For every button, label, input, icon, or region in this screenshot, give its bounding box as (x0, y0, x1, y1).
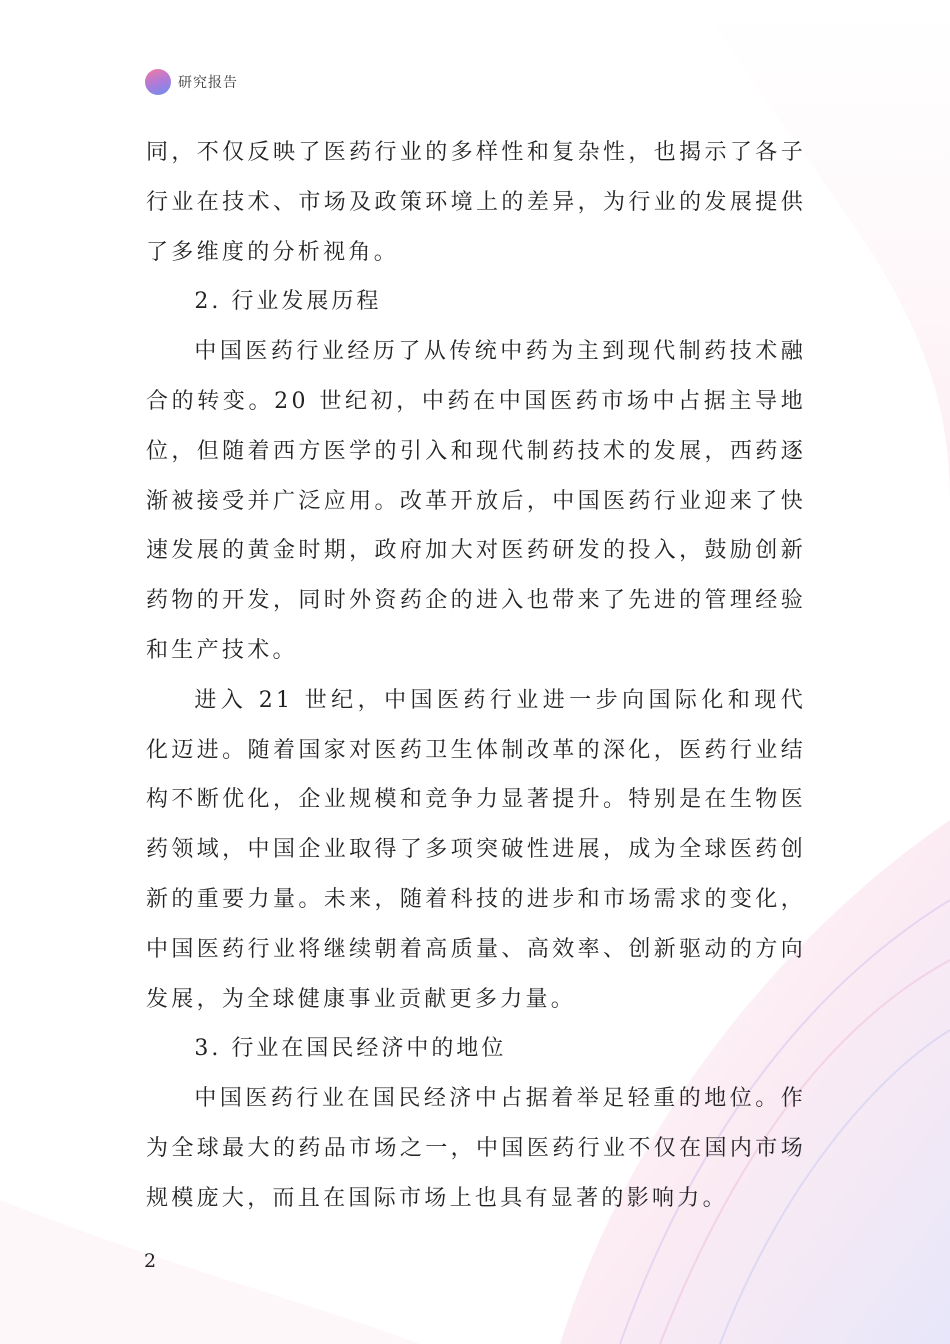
section-heading-2: 2. 行业发展历程 (194, 289, 382, 315)
header-title: 研究报告 (178, 75, 238, 91)
logo-icon (145, 69, 171, 95)
paragraph-economy-1: 中国医药行业在国民经济中占据着举足轻重的地位。作为全球最大的药品市场之一，中国医药行业不仅在国内市场规模庞大，而且在国际市场上也具有显著的影响力。 (146, 1086, 806, 1211)
paragraph-intro-tail: 同，不仅反映了医药行业的多样性和复杂性，也揭示了各子行业在技术、市场及政策环境上的差异，为行业的发展提供了多维度的分析视角。 (146, 140, 806, 265)
section-heading-3: 3. 行业在国民经济中的地位 (194, 1036, 507, 1062)
page-number: 2 (144, 1250, 157, 1272)
paragraph-history-2: 进入 21 世纪，中国医药行业进一步向国际化和现代化迈进。随着国家对医药卫生体制改革的深化，医药行业结构不断优化，企业规模和竞争力显著提升。特别是在生物医药领域，中国企业取得了多项突破性进展，成为全球医药创新的重要力量。未来，随着科技的进步和市场需求的变化，中国医药行业将继续朝着高质量、高效率、创新驱动的方向发展，为全球健康事业贡献更多力量。 (146, 687, 806, 1012)
paragraph-history-1: 中国医药行业经历了从传统中药为主到现代制药技术融合的转变。20 世纪初，中药在中国医药市场中占据主导地位，但随着西方医学的引入和现代制药技术的发展，西药逐渐被接受并广泛应用。改革开放后，中国医药行业迎来了快速发展的黄金时期，政府加大对医药研发的投入，鼓励创新药物的开发，同时外资药企的进入也带来了先进的管理经验和生产技术。 (146, 339, 806, 663)
report-header (145, 68, 238, 96)
document-body (146, 128, 806, 1224)
